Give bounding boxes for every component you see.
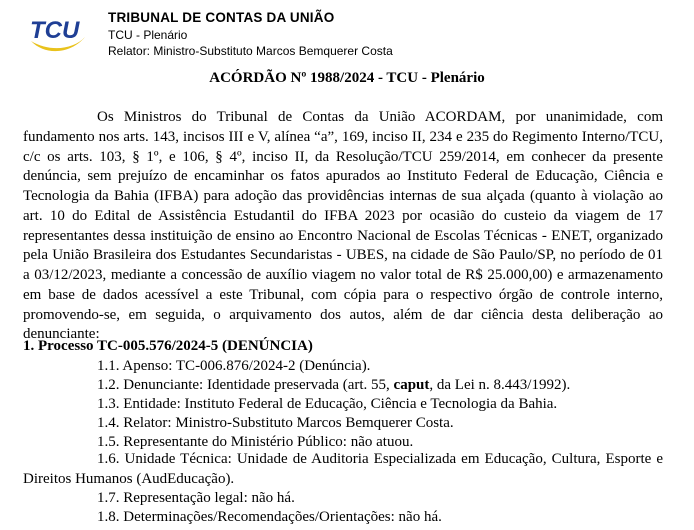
item-denunciante xyxy=(97,377,570,394)
item-denunciante-caput: caput xyxy=(393,377,430,393)
process-heading: 1. Processo TC-005.576/2024-5 (DENÚNCIA) xyxy=(23,338,313,354)
tcu-logo xyxy=(27,11,87,55)
item-entidade: 1.3. Entidade: Instituto Federal de Educação, Ciência e Tecnologia da Bahia. xyxy=(97,396,558,412)
decision-paragraph xyxy=(23,108,663,345)
institution-name: TRIBUNAL DE CONTAS DA UNIÃO xyxy=(108,10,335,25)
item-unidade-tecnica-text: 1.6. Unidade Técnica: Unidade de Auditoria Especializada em Educação, Cultura, Esporte e Direitos Humanos (AudEducação). xyxy=(23,451,663,487)
item-determinacoes: 1.8. Determinações/Recomendações/Orientações: não há. xyxy=(97,509,442,525)
item-unidade-tecnica xyxy=(23,450,663,489)
header-relator: Relator: Ministro-Substituto Marcos Bemquerer Costa xyxy=(108,44,393,58)
item-denunciante-post: , da Lei n. 8.443/1992). xyxy=(429,377,571,393)
item-denunciante-pre: 1.2. Denunciante: Identidade preservada (art. 55, xyxy=(97,377,394,393)
item-representacao-legal: 1.7. Representação legal: não há. xyxy=(97,490,295,506)
item-relator: 1.4. Relator: Ministro-Substituto Marcos Bemquerer Costa. xyxy=(97,415,454,431)
logo-text: TCU xyxy=(30,17,80,44)
header-plenary: TCU - Plenário xyxy=(108,28,188,42)
item-ministerio-publico: 1.5. Representante do Ministério Público: não atuou. xyxy=(97,434,414,450)
decision-text: Os Ministros do Tribunal de Contas da União ACORDAM, por unanimidade, com fundamento nos arts. 143, incisos III e V, alínea “a”, 169, inciso II, 234 e 235 do Regimento Interno/TCU, c/c os arts. 103, § 1º, e 106, § 4º, inciso II, da Resolução/TCU 259/2014, em conhecer da presente denúncia, sem prejuízo de encaminhar os fatos apurados ao Instituto Federal de Educação, Ciência e Tecnologia da Bahia (IFBA) para adoção das providências internas de sua alçada (quanto à violação ao art. 10 do Edital de Assistência Estudantil do IFBA 2023 por ocasião do custeio da viagem de 17 representantes dessa instituição de ensino ao Encontro Nacional de Escolas Técnicas - ENET, organizado pela União Brasileira dos Estudantes Secundaristas - UBES, na cidade de São Paulo/SP, no período de 01 a 03/12/2023, mediante a concessão de auxílio viagem no valor total de R$ 25.000,00) e armazenamento em base de dados acessível a este Tribunal, com cópia para o respectivo órgão de controle interno, promovendo-se, em seguida, o arquivamento dos autos, além de dar ciência desta deliberação ao denunciante: xyxy=(23,109,663,343)
item-apenso: 1.1. Apenso: TC-006.876/2024-2 (Denúncia). xyxy=(97,358,371,374)
acordao-title: ACÓRDÃO Nº 1988/2024 - TCU - Plenário xyxy=(209,70,485,86)
